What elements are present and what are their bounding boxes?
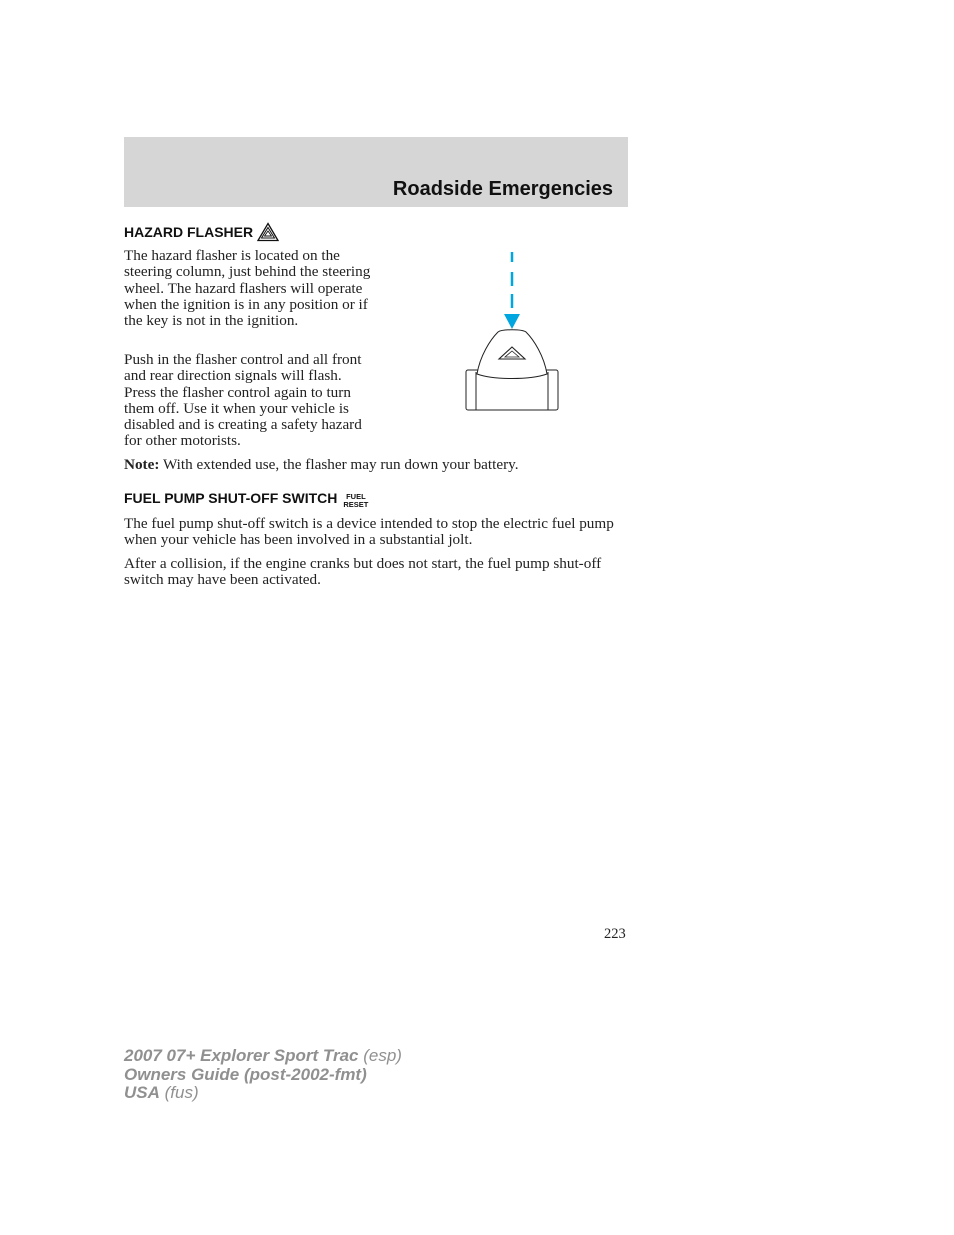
fuel-reset-icon: [343, 493, 368, 509]
footer-model-code: (esp): [358, 1046, 402, 1065]
hazard-paragraph-2: Push in the flasher control and all front and rear direction signals will flash. Press the flasher control again to turn them off. Use it when your vehicle is disabled and is creating a safety hazard for other motorists.: [124, 351, 362, 450]
section-header-band: [124, 137, 628, 207]
hazard-triangle-icon: [257, 222, 279, 242]
section-title: Roadside Emergencies: [392, 178, 613, 200]
hazard-flasher-heading: [124, 222, 279, 242]
note-label: Note:: [124, 456, 160, 473]
footer-guide: Owners Guide (post-2002-fmt): [124, 1064, 367, 1084]
fuel-reset-icon-line2: RESET: [343, 500, 369, 509]
hazard-flasher-heading-text: HAZARD FLASHER: [124, 224, 254, 240]
hazard-paragraph-1: The hazard flasher is located on the steering column, just behind the steering wheel. The hazard flashers will operate when the ignition is in any position or if the key is not in the ignition.: [124, 247, 371, 330]
fuel-paragraph-1: The fuel pump shut-off switch is a device intended to stop the electric fuel pump when your vehicle has been involved in a substantial jolt.: [124, 515, 614, 549]
hazard-switch-illustration: [460, 248, 564, 416]
footer-model: 2007 07+ Explorer Sport Trac: [124, 1046, 359, 1065]
footer-line-1: [124, 1047, 402, 1066]
page-number: 223: [604, 926, 626, 942]
footer-market: USA: [124, 1083, 160, 1102]
footer-market-code: (fus): [159, 1083, 199, 1102]
hazard-switch: [466, 330, 558, 410]
fuel-paragraph-2: After a collision, if the engine cranks but does not start, the fuel pump shut-off switch may have been activated.: [124, 555, 602, 589]
footer: [124, 1047, 402, 1103]
fuel-pump-heading-text: FUEL PUMP SHUT-OFF SWITCH: [124, 490, 338, 506]
pointer-arrow: [504, 252, 520, 329]
footer-line-2: [124, 1066, 402, 1085]
fuel-reset-icon-line1: FUEL: [346, 492, 366, 501]
note-text: With extended use, the flasher may run down your battery.: [159, 456, 519, 473]
hazard-note: [124, 457, 628, 473]
footer-line-3: [124, 1084, 402, 1103]
fuel-pump-heading: [124, 490, 369, 509]
